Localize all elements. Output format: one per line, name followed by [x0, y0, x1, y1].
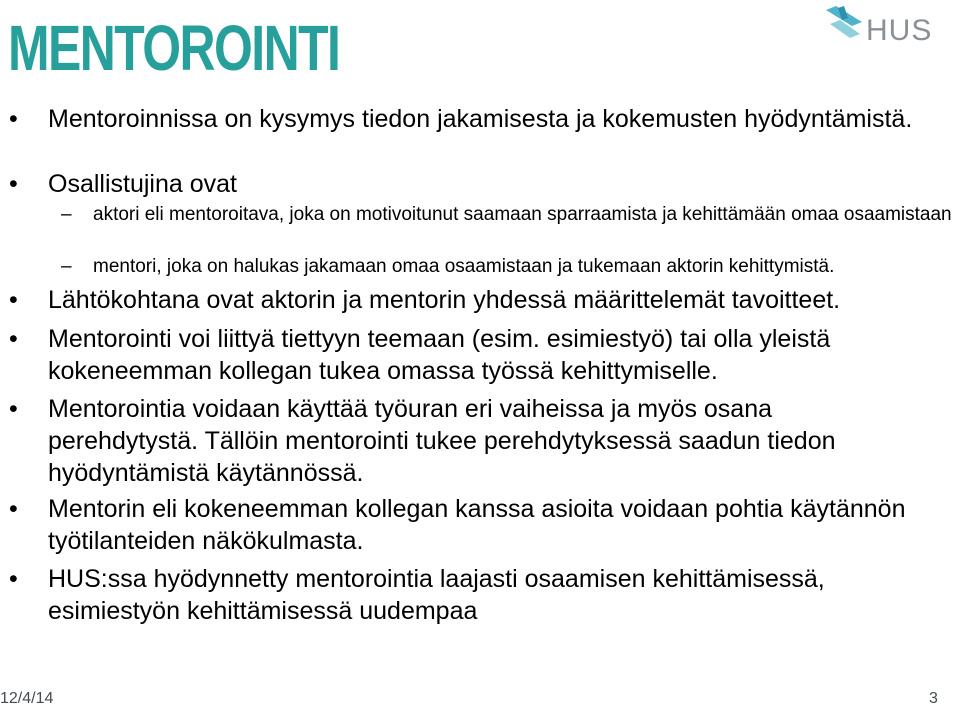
bullet-text: Lähtökohtana ovat aktorin ja mentorin yhdessä määrittelemät tavoitteet. — [48, 286, 841, 314]
bullet-text: Mentorin eli kokeneemman kollegan kanssa asioita voidaan pohtia käytännön työtilanteiden näkökulmasta. — [48, 495, 906, 555]
bullet-text: Mentorointia voidaan käyttää työuran eri vaiheissa ja myös osana perehdytystä. Tällöin mentorointi tukee perehdytyksessä saadun tiedon hyödyntämistä käytännössä. — [48, 395, 836, 487]
sub-bullet-item — [61, 202, 953, 228]
bullet-text: Mentorointi voi liittyä tiettyyn teemaan (esim. esimiestyö) tai olla yleistä kokeneemman kollegan tukea omassa työssä kehittymiselle. — [48, 325, 831, 385]
dash-icon: – — [61, 256, 72, 277]
hus-logo-text: HUS — [866, 14, 933, 47]
bullet-item — [9, 323, 928, 387]
bullet-dot-icon: • — [9, 565, 18, 593]
slide-title: MENTOROINTI — [8, 12, 340, 84]
bullet-item — [9, 393, 928, 489]
bullet-dot-icon: • — [9, 170, 18, 198]
bullet-text: HUS:ssa hyödynnetty mentorointia laajasti osaamisen kehittämisessä, esimiestyön kehittämisessä uudempaa — [48, 565, 825, 625]
bullet-item — [9, 284, 928, 316]
dash-icon: – — [61, 204, 72, 225]
bullet-dot-icon: • — [9, 325, 18, 353]
page-number: 3 — [929, 690, 938, 707]
hus-logo — [822, 4, 942, 48]
footer-date: 12/4/14 — [0, 690, 54, 707]
bullet-text: Mentoroinnissa on kysymys tiedon jakamisesta ja kokemusten hyödyntämistä. — [48, 105, 913, 133]
bullet-dot-icon: • — [9, 395, 18, 423]
bullet-item — [9, 493, 928, 557]
bullet-item — [9, 563, 928, 627]
sub-bullet-text: aktori eli mentoroitava, joka on motivoitunut saamaan sparraamista ja kehittämään omaa osaamistaan — [93, 204, 952, 225]
bullet-item — [9, 103, 928, 135]
sub-bullet-text: mentori, joka on halukas jakamaan omaa osaamistaan ja tukemaan aktorin kehittymistä. — [93, 256, 835, 277]
bullet-dot-icon: • — [9, 495, 18, 523]
bullet-dot-icon: • — [9, 105, 18, 133]
bullet-text: Osallistujina ovat — [48, 170, 237, 198]
bullet-item — [9, 168, 928, 200]
bullet-dot-icon: • — [9, 286, 18, 314]
sub-bullet-item — [61, 254, 953, 280]
hus-logo-mark-icon — [822, 4, 866, 44]
